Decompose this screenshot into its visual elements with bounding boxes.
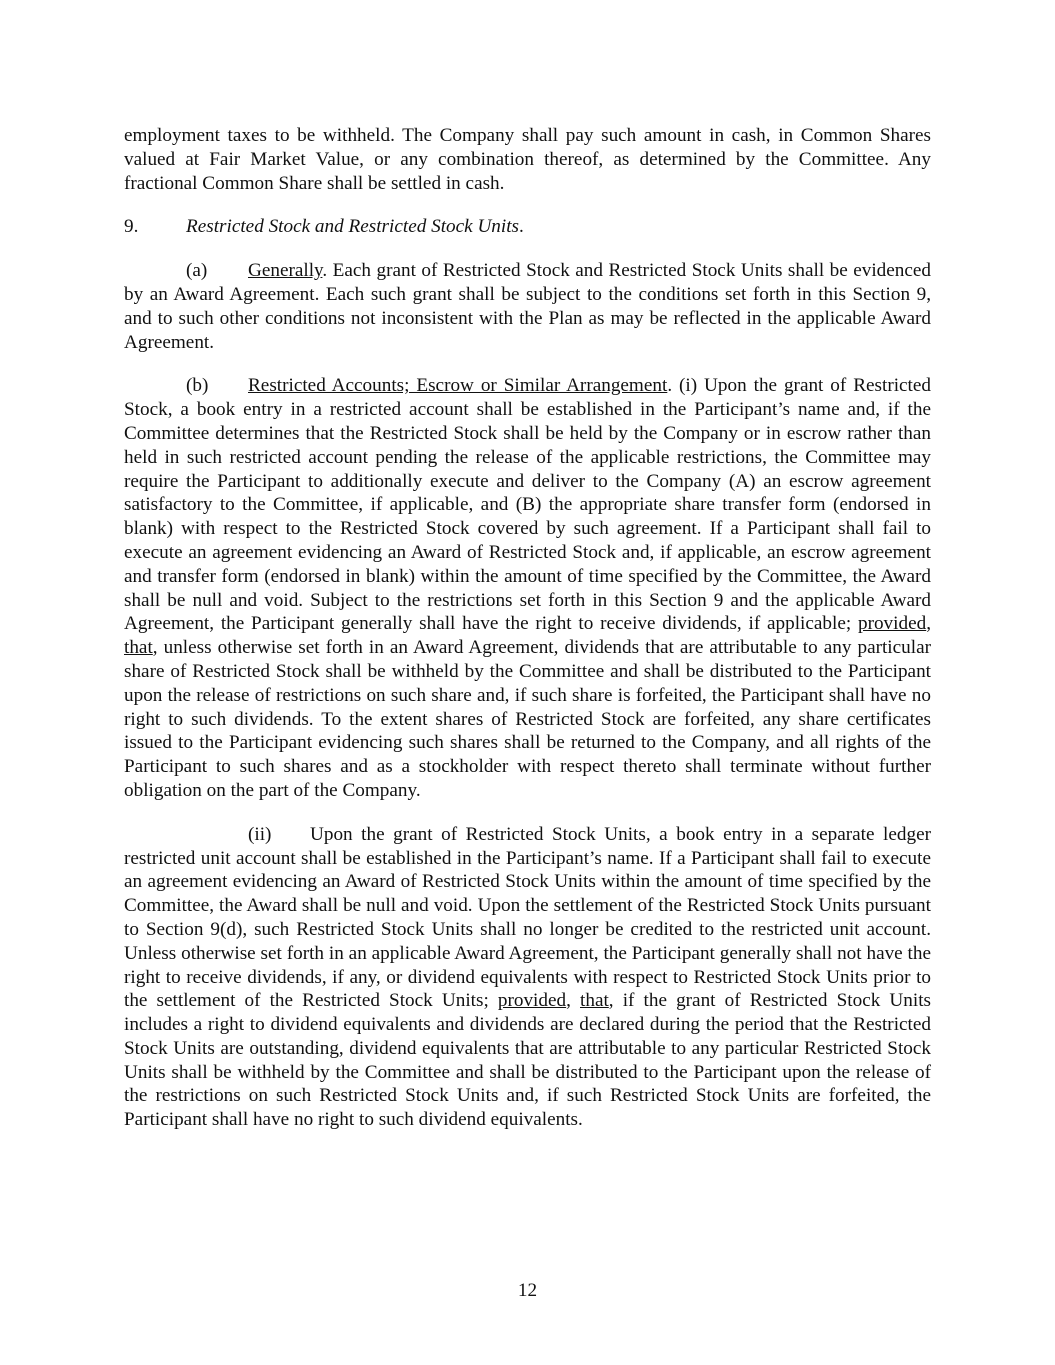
comma: , (926, 613, 931, 635)
provided-term: provided (497, 990, 567, 1012)
paragraph-a (124, 259, 931, 354)
section-title: Restricted Stock and Restricted Stock Units (186, 216, 520, 238)
paragraph-a-heading: Generally (248, 260, 323, 282)
that-term: that (580, 990, 609, 1012)
comma: , (566, 990, 581, 1012)
document-page (124, 124, 931, 1152)
that-term: that (124, 637, 153, 659)
section-number: 9. (124, 216, 139, 238)
paragraph-b-text-1: . (i) Upon the grant of Restricted Stock, a book entry in a restricted account shall be established in the Participant’s name and, if the Committee determines that the Restricted Stock shall be held by the Company or in escrow rather than held in such restricted account pending the release of the applicable restrictions, the Committee may require the Participant to additionally execute and deliver to the Company (A) an escrow agreement satisfactory to the Committee, if applicable, and (B) the appropriate share transfer form (endorsed in blank) with respect to the Restricted Stock covered by such agreement. If a Participant shall fail to execute an agreement evidencing an Award of Restricted Stock and, if applicable, an escrow agreement and transfer form (endorsed in blank) within the amount of time specified by the Committee, the Award shall be null and void. Subject to the restrictions set forth in this Section 9 and the applicable Award Agreement, the Participant generally shall have the right to receive dividends, if applicable; (124, 375, 932, 635)
paragraph-b-label: (b) (186, 375, 209, 397)
page-number: 12 (517, 1280, 538, 1301)
paragraph-b-ii-text-2: , if the grant of Restricted Stock Units includes a right to dividend equivalents and dividends are declared during the period that the Restricted Stock Units are outstanding, dividend equivalents that are attributable to any particular Restricted Stock Units shall be withheld by the Committee and shall be distributed to the Participant upon the release of the restrictions on such Restricted Stock Units and, if such Restricted Stock Units are forfeited, the Participant shall have no right to such dividend equivalents. (124, 990, 931, 1131)
paragraph-a-label: (a) (186, 260, 208, 282)
continuation-text: employment taxes to be withheld. The Company shall pay such amount in cash, in Common Shares valued at Fair Market Value, or any combination thereof, as determined by the Committee. Any fractional Common Share shall be settled in cash. (124, 125, 931, 194)
paragraph-b-ii-label: (ii) (248, 823, 272, 845)
paragraph-b (124, 374, 931, 802)
paragraph-b-text-2: , unless otherwise set forth in an Award Agreement, dividends that are attributable to any particular share of Restricted Stock shall be withheld by the Committee and shall be distributed to the Participant upon the release of restrictions on such share and, if such share is forfeited, the Participant shall have no right to such dividends. To the extent shares of Restricted Stock are forfeited, any share certificates issued to the Participant evidencing such shares shall be returned to the Company, and all rights of the Participant to such shares and as a stockholder with respect thereto shall terminate without further obligation on the part of the Company. (124, 637, 931, 801)
continuation-paragraph (124, 124, 931, 195)
provided-term: provided (857, 613, 927, 635)
paragraph-b-ii-text-1: Upon the grant of Restricted Stock Units, a book entry in a separate ledger restricted unit account shall be established in the Participant’s name. If a Participant shall fail to execute an agreement evidencing an Award of Restricted Stock Units within the amount of time specified by the Committee, the Award shall be null and void. Upon the settlement of the Restricted Stock Units pursuant to Section 9(d), such Restricted Stock Units shall no longer be credited to the restricted unit account. Unless otherwise set forth in an applicable Award Agreement, the Participant generally shall not have the right to receive dividends, if any, or dividend equivalents with respect to Restricted Stock Units prior to the settlement of the Restricted Stock Units; (124, 823, 931, 1012)
paragraph-b-ii (124, 823, 931, 1132)
section-title-period: . (519, 216, 524, 238)
paragraph-b-heading: Restricted Accounts; Escrow or Similar Arrangement (248, 375, 668, 397)
paragraph-a-text: . Each grant of Restricted Stock and Restricted Stock Units shall be evidenced by an Award Agreement. Each such grant shall be subject to the conditions set forth in this Section 9, and to such other conditions not inconsistent with the Plan as may be reflected in the applicable Award Agreement. (124, 260, 931, 353)
section-9-heading (124, 215, 931, 239)
